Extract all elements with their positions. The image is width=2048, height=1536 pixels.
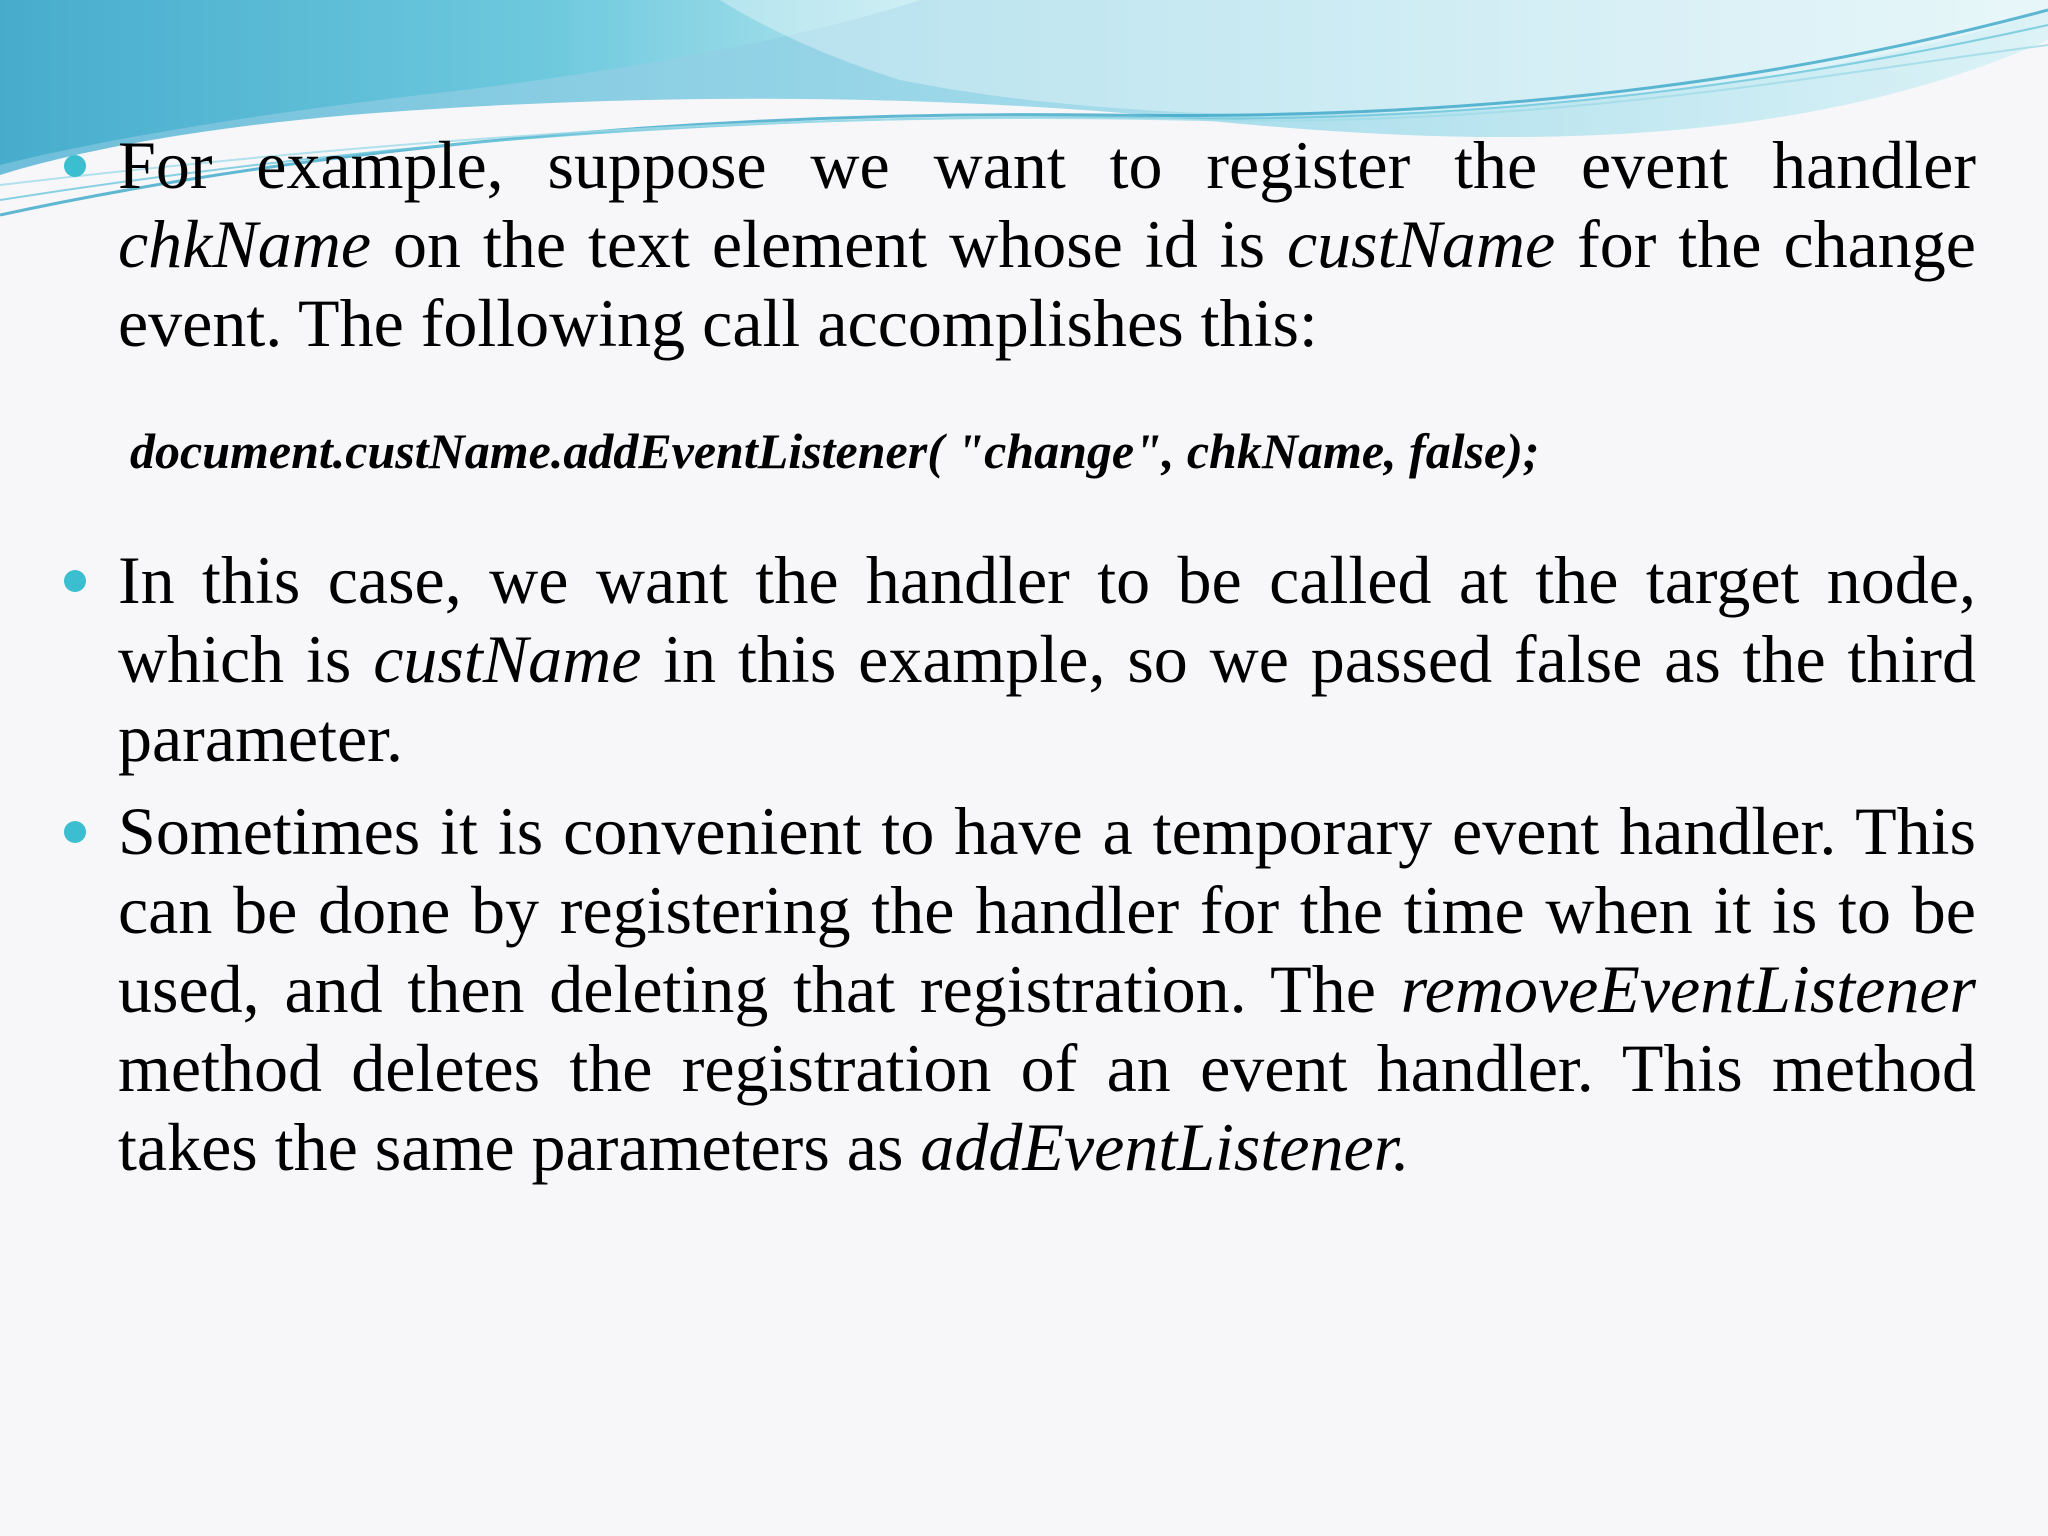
- bullet-3-text-2: method deletes the registration of an event handler. This method takes the same parameters as: [118, 1030, 1976, 1185]
- bullet-3-add-listener: addEventListener.: [920, 1109, 1410, 1185]
- bullet-3-remove-listener: removeEventListener: [1400, 951, 1976, 1027]
- bullet-temporary-handler: [60, 792, 1976, 1187]
- bullet-2-text-2: in this example, so we passed false as the third parameter.: [118, 621, 1976, 776]
- bullet-dot-icon: [64, 155, 86, 177]
- bullet-1-text-1: For example, suppose we want to register the event handler: [118, 127, 1976, 203]
- bullet-2-custname: custName: [373, 621, 642, 697]
- bullet-1-custname: custName: [1287, 206, 1556, 282]
- bullet-3-text-1: Sometimes it is convenient to have a temporary event handler. This can be done by registering the handler for the time when it is to be used, and then deleting that registration. The: [118, 793, 1976, 1027]
- bullet-2-text-1: In this case, we want the handler to be called at the target node, which is: [118, 542, 1976, 697]
- bullet-target-node: [60, 541, 1976, 778]
- slide-body: [60, 126, 1976, 1187]
- code-line: document.custName.addEventListener( "change", chkName, false);: [130, 423, 1540, 479]
- bullet-dot-icon: [64, 570, 86, 592]
- bullet-dot-icon: [64, 821, 86, 843]
- bullet-1-chkname: chkName: [118, 206, 372, 282]
- bullet-1-text-2: on the text element whose id is: [371, 206, 1287, 282]
- bullet-1-text-3: for the change event. The following call accomplishes this:: [118, 206, 1976, 361]
- bullet-register-example: [60, 126, 1976, 363]
